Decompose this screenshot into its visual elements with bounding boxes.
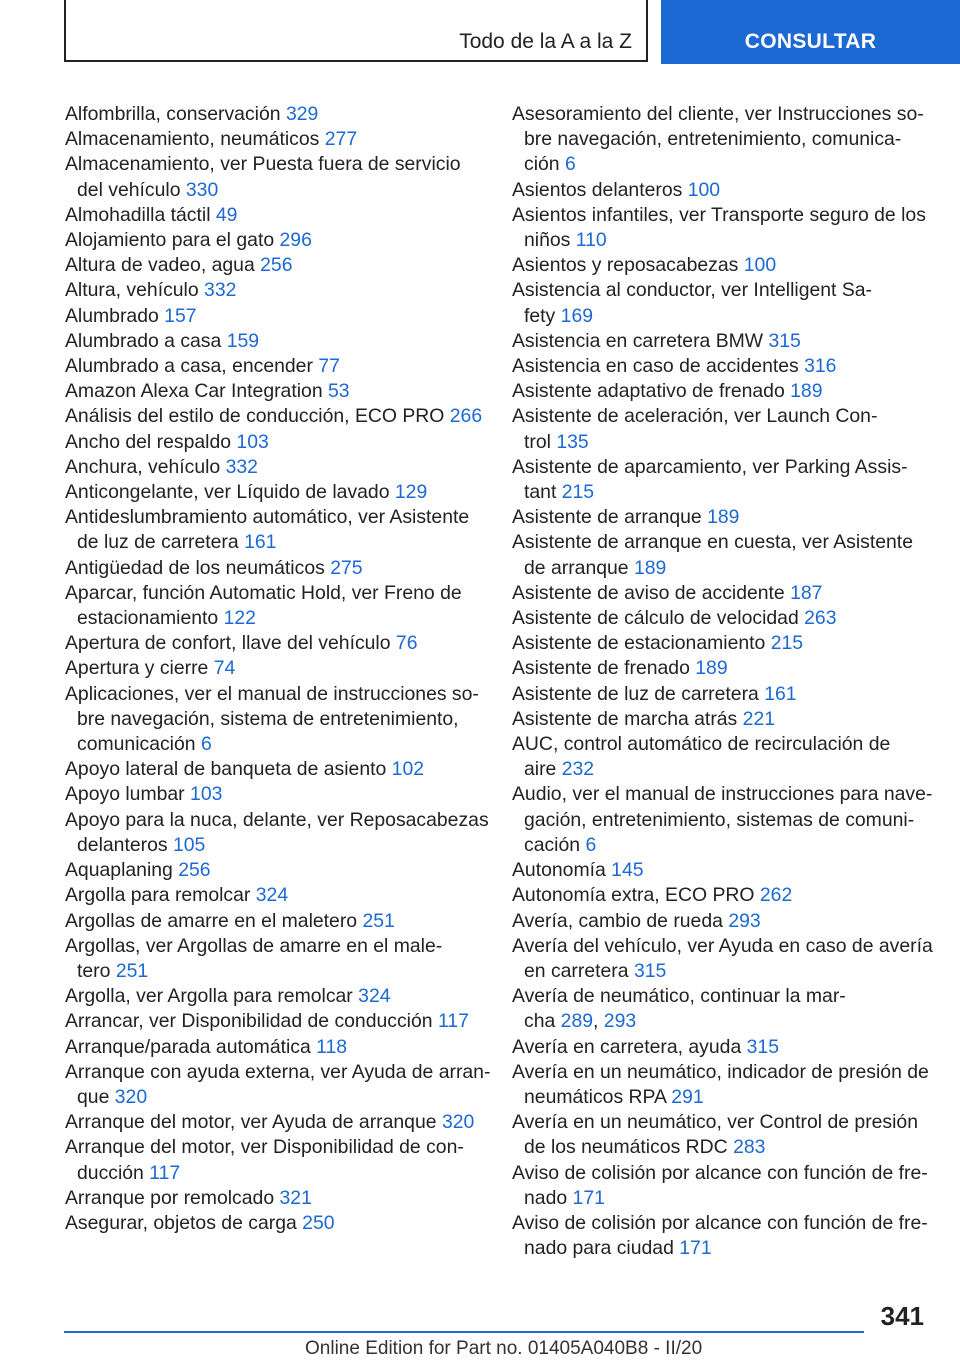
index-entry-text: Asistente de aceleración, ver Launch Con- [512, 405, 878, 428]
page-reference-link[interactable]: 6 [564, 153, 576, 176]
page-reference-link[interactable]: 103 [190, 783, 223, 806]
page-reference-link[interactable]: 330 [185, 178, 219, 201]
page-reference-link[interactable]: 293 [728, 909, 761, 932]
index-entry-text: Asientos infantiles, ver Transporte seguro de los [512, 203, 926, 226]
page-reference-link[interactable]: 283 [733, 1136, 766, 1159]
index-entry-text: Ancho del respaldo [65, 430, 237, 453]
index-entry-text: Apoyo lateral de banqueta de asiento [65, 758, 392, 781]
page-reference-link[interactable]: 263 [804, 607, 837, 630]
index-entry-text: Avería del vehículo, ver Ayuda en caso de avería [512, 934, 933, 957]
index-entry [65, 1211, 485, 1236]
index-entry [512, 858, 932, 883]
index-entry [65, 480, 485, 505]
index-entry [65, 152, 485, 202]
index-entry-text: Avería en un neumático, ver Control de presión [512, 1111, 919, 1134]
page-reference-link[interactable]: 157 [164, 304, 197, 327]
index-entry-text: Asistente de aparcamiento, ver Parking Assis- [512, 455, 908, 478]
index-entry-text: Almacenamiento, neumáticos [65, 128, 325, 151]
index-entry [65, 656, 485, 681]
index-entry-text: Arranque por remolcado [65, 1186, 280, 1209]
page-reference-link[interactable]: 53 [328, 380, 350, 403]
page-reference-link[interactable]: 215 [770, 632, 804, 655]
index-entry-text: Asientos y reposacabezas [512, 254, 744, 277]
section-tab[interactable] [64, 0, 648, 62]
index-entry-text: del vehículo [77, 178, 186, 201]
index-entry [512, 883, 932, 908]
index-entry [512, 278, 932, 328]
page-reference-link[interactable]: 232 [561, 758, 595, 781]
index-entry [512, 102, 932, 178]
index-entry [65, 808, 489, 858]
index-entry [65, 253, 485, 278]
index-entry-text: Asistencia en caso de accidentes [512, 355, 805, 378]
page-reference-link[interactable]: 332 [204, 279, 237, 302]
index-entry-text: Alfombrilla, conservación [65, 103, 286, 125]
page-reference-link[interactable]: 110 [575, 229, 607, 252]
index-entry [512, 934, 932, 984]
index-entry [65, 581, 485, 631]
consultar-tab[interactable] [661, 0, 960, 64]
index-entry-text: bre navegación, entretenimiento, comunica- [524, 128, 902, 151]
index-entry-text: Autonomía [512, 859, 612, 882]
page-reference-link[interactable]: 118 [316, 1035, 348, 1058]
page-number: 341 [880, 1301, 924, 1331]
index-entry [512, 707, 932, 732]
index-entry-text: delanteros [77, 833, 173, 856]
index-entry [512, 379, 932, 404]
page-reference-link[interactable]: 291 [671, 1085, 704, 1108]
index-entry-text: estacionamiento [77, 607, 224, 630]
index-entry [512, 404, 932, 454]
index-entry [65, 909, 485, 934]
index-entry-text: Asistente de luz de carretera [512, 682, 765, 705]
index-entry-text: Asistente de frenado [512, 657, 696, 680]
index-entry-text: Autonomía extra, ECO PRO [512, 884, 760, 907]
index-entry [65, 682, 485, 758]
index-entry [65, 984, 485, 1009]
page-reference-link[interactable]: 189 [695, 657, 728, 680]
index-entry-text: Asegurar, objetos de carga [65, 1211, 303, 1234]
index-entry-text: Asistencia en carretera BMW [512, 329, 769, 352]
index-entry [512, 581, 932, 606]
index-entry-text: Asistente de arranque en cuesta, ver Asistente [512, 531, 913, 554]
index-entry [512, 530, 932, 580]
index-entry [65, 757, 485, 782]
index-entry [512, 631, 932, 656]
footer-edition-text: Online Edition for Part no. 01405A040B8 - II/20 [305, 1338, 703, 1359]
index-entry-text: Alumbrado a casa [65, 329, 227, 352]
index-entry [65, 858, 485, 883]
index-entry [65, 329, 485, 354]
index-entry-text: en carretera [524, 959, 634, 982]
page-reference-link[interactable]: 321 [279, 1186, 312, 1209]
index-entry-text: Apoyo para la nuca, delante, ver Reposacabezas [65, 808, 489, 831]
page-reference-link[interactable]: 320 [114, 1085, 148, 1108]
page-reference-link[interactable]: 145 [611, 859, 644, 882]
index-entry [512, 455, 932, 505]
index-entry-text: Asientos delanteros [512, 178, 688, 201]
index-entry-text: Asistente de arranque [512, 506, 708, 529]
index-entry [512, 354, 932, 379]
index-entry-text: neumáticos RPA [524, 1085, 672, 1108]
page-reference-link[interactable]: 316 [804, 355, 837, 378]
index-entry [512, 329, 932, 354]
page-reference-link[interactable]: 256 [178, 859, 211, 882]
index-entry-text: gación, entretenimiento, sistemas de comuni- [524, 808, 915, 831]
page-reference-link[interactable]: 315 [746, 1035, 779, 1058]
page-reference-link[interactable]: 171 [572, 1186, 605, 1209]
index-entry-text: ción [524, 153, 565, 176]
page-reference-link[interactable]: 49 [215, 203, 238, 226]
index-entry [65, 455, 485, 480]
page-reference-link[interactable]: 324 [255, 884, 289, 907]
index-entry [65, 404, 485, 429]
index-entry-text: que [77, 1085, 115, 1108]
page-reference-link[interactable]: 122 [223, 607, 256, 630]
index-entry-text: Aparcar, función Automatic Hold, ver Freno de [65, 581, 462, 604]
page-header [64, 0, 960, 64]
index-entry-text: nado [524, 1186, 573, 1209]
index-entry-text: Arranque del motor, ver Disponibilidad de con- [65, 1136, 464, 1159]
index-entry-text: Anticongelante, ver Líquido de lavado [65, 481, 395, 504]
index-entry-text: tero [77, 959, 116, 982]
index-entry-text: Aviso de colisión por alcance con función de fre- [512, 1161, 928, 1184]
index-entry-text: de arranque [524, 556, 634, 579]
index-entry [512, 1211, 932, 1261]
page-reference-link[interactable]: 6 [585, 833, 597, 856]
page-reference-link[interactable]: 320 [441, 1111, 475, 1134]
index-entry-text: Alojamiento para el gato [65, 229, 280, 252]
index-entry [65, 1135, 485, 1185]
index-entry-text: Antigüedad de los neumáticos [65, 556, 331, 579]
index-entry-text: Anchura, vehículo [65, 455, 226, 478]
index-entry-text: Apertura y cierre [65, 657, 214, 680]
page-reference-link[interactable]: 329 [285, 103, 319, 125]
page-reference-link[interactable]: 161 [244, 531, 277, 554]
page-reference-link[interactable]: 189 [790, 380, 823, 403]
index-entry-text: Arranque/parada automática [65, 1035, 317, 1058]
page-reference-link[interactable]: 266 [449, 405, 483, 428]
page-reference-link[interactable]: 289 [560, 1010, 594, 1033]
page-reference-link[interactable]: 6 [200, 733, 212, 756]
index-entry [512, 682, 932, 707]
page-reference-link[interactable]: 102 [391, 758, 425, 781]
index-entry [512, 1035, 932, 1060]
index-entry [512, 732, 932, 782]
index-entry-text: Avería, cambio de rueda [512, 909, 729, 932]
index-entry [512, 505, 932, 530]
index-entry [65, 430, 485, 455]
page-reference-link[interactable]: 262 [759, 884, 793, 907]
page-reference-link[interactable]: 169 [560, 304, 594, 327]
page-reference-link[interactable]: 135 [556, 430, 589, 453]
index-entry-text: Asistente de cálculo de velocidad [512, 607, 805, 630]
page-reference-link[interactable]: 77 [318, 355, 340, 378]
index-entry-text: cación [524, 833, 586, 856]
section-tab-label: Todo de la A a la Z [459, 30, 632, 53]
page-reference-link[interactable]: 296 [279, 229, 312, 252]
index-entry-text: Asistencia al conductor, ver Intelligent Sa- [512, 279, 872, 302]
page-reference-link[interactable]: 275 [330, 556, 363, 579]
index-entry [65, 556, 485, 581]
index-entry-text: Almacenamiento, ver Puesta fuera de servicio [65, 153, 461, 176]
index-entry-text: Argollas de amarre en el maletero [65, 909, 363, 932]
page-reference-link[interactable]: 189 [707, 506, 740, 529]
index-entry [65, 304, 485, 329]
page-reference-link[interactable]: 161 [764, 682, 797, 705]
index-entry [512, 253, 932, 278]
page-reference-link[interactable]: 187 [790, 581, 823, 604]
page-reference-link[interactable]: 74 [213, 657, 236, 680]
index-entry [65, 782, 485, 807]
page-reference-link[interactable]: 277 [324, 128, 358, 151]
index-entry-text: Argolla, ver Argolla para remolcar [65, 985, 359, 1008]
page-reference-link[interactable]: 100 [743, 254, 777, 277]
index-entry-text: Amazon Alexa Car Integration [65, 380, 328, 403]
index-entry [65, 203, 485, 228]
index-entry [65, 228, 485, 253]
index-entry [65, 934, 485, 984]
page-reference-link[interactable]: 105 [172, 833, 206, 856]
index-entry-text: Aquaplaning [65, 859, 179, 882]
index-entry-text: Asistente de aviso de accidente [512, 581, 791, 604]
index-entry-text: Aviso de colisión por alcance con función de fre- [512, 1211, 928, 1234]
index-entry-text: aire [524, 758, 562, 781]
index-entry-text: Apertura de confort, llave del vehículo [65, 632, 396, 655]
consultar-tab-label: CONSULTAR [744, 30, 877, 53]
page-reference-link[interactable]: 315 [633, 959, 667, 982]
index-entry-text: tant [524, 481, 562, 504]
index-entry [65, 883, 485, 908]
index-entry-text: Arranque con ayuda externa, ver Ayuda de arran- [65, 1060, 491, 1083]
index-entry-text: bre navegación, sistema de entretenimiento, [77, 707, 459, 730]
index-entry [512, 782, 932, 858]
index-entry-text: Altura, vehículo [65, 279, 205, 302]
page-reference-link[interactable]: 100 [687, 178, 721, 201]
index-entry-text: Avería de neumático, continuar la mar- [512, 985, 846, 1008]
page-reference-link[interactable]: 159 [226, 329, 260, 352]
index-entry-text: Argollas, ver Argollas de amarre en el male- [65, 934, 443, 957]
index-entry-text: fety [524, 304, 561, 327]
page-reference-link[interactable]: 221 [742, 707, 776, 730]
page-reference-link[interactable]: 251 [362, 909, 395, 932]
page-reference-link[interactable]: 129 [394, 481, 428, 504]
index-entry [65, 127, 485, 152]
index-entry [512, 1060, 932, 1110]
page-reference-link[interactable]: 250 [302, 1211, 335, 1234]
page-reference-link[interactable]: 117 [437, 1010, 469, 1033]
index-entry-text: Argolla para remolcar [65, 884, 256, 907]
page-reference-link[interactable]: 189 [633, 556, 667, 579]
index-entry [65, 1035, 485, 1060]
page-reference-link[interactable]: 332 [225, 455, 258, 478]
index-entry [65, 1060, 491, 1110]
index-entry [65, 379, 485, 404]
index-entry-text: Apoyo lumbar [65, 783, 191, 806]
page-reference-link[interactable]: 171 [679, 1237, 712, 1260]
index-entry-text: AUC, control automático de recirculación de [512, 733, 891, 756]
index-entry-text: Altura de vadeo, agua [65, 254, 261, 277]
index-entry [512, 984, 932, 1034]
index-entry [65, 1186, 485, 1211]
index-entry [65, 631, 485, 656]
page-reference-link[interactable]: 251 [115, 959, 149, 982]
page-reference-link[interactable]: 324 [358, 985, 391, 1008]
index-entry-text: Avería en un neumático, indicador de presión de [512, 1060, 929, 1083]
index-entry [512, 606, 932, 631]
index-entry-text: Arrancar, ver Disponibilidad de conducción [65, 1010, 438, 1033]
index-entry-text: Arranque del motor, ver Ayuda de arranque [65, 1111, 442, 1134]
page-separator: , [593, 1010, 604, 1033]
index-entry-text: Análisis del estilo de conducción, ECO PRO [65, 405, 450, 428]
index-entry-text: Alumbrado a casa, encender [65, 355, 319, 378]
index-entry-text: Aplicaciones, ver el manual de instrucciones so- [65, 682, 479, 705]
index-entry [512, 1161, 932, 1211]
page-reference-link[interactable]: 315 [768, 329, 801, 352]
index-entry-text: trol [524, 430, 557, 453]
index-entry [512, 909, 932, 934]
index-entry-text: niños [524, 229, 576, 252]
page-reference-link[interactable]: 117 [149, 1161, 181, 1184]
index-column-left [65, 102, 491, 1236]
index-entry-text: Asesoramiento del cliente, ver Instrucciones so- [512, 103, 924, 125]
index-entry [65, 354, 485, 379]
index-entry-text: Antideslumbramiento automático, ver Asistente [65, 506, 470, 529]
index-entry-text: Asistente de estacionamiento [512, 632, 771, 655]
index-entry-text: Asistente adaptativo de frenado [512, 380, 791, 403]
index-entry [65, 278, 485, 303]
page-reference-link[interactable]: 76 [395, 632, 418, 655]
index-entry [65, 102, 485, 127]
index-entry-text: Audio, ver el manual de instrucciones para nave- [512, 783, 933, 806]
page-reference-link[interactable]: 103 [236, 430, 269, 453]
index-entry-text: cha [524, 1010, 561, 1033]
index-entry-text: de los neumáticos RDC [524, 1136, 734, 1159]
index-entry [512, 203, 932, 253]
index-entry [65, 1009, 485, 1034]
index-entry-text: Avería en carretera, ayuda [512, 1035, 747, 1058]
index-entry-text: nado para ciudad [524, 1237, 680, 1260]
index-entry [512, 178, 932, 203]
page-reference-link[interactable]: 256 [260, 254, 293, 277]
index-entry [65, 1110, 485, 1135]
index-entry-text: ducción [77, 1161, 150, 1184]
page-reference-link[interactable]: 293 [603, 1010, 637, 1033]
index-entry-text: Almohadilla táctil [65, 203, 216, 226]
index-entry [512, 1110, 932, 1160]
index-entry [65, 505, 485, 555]
index-entry-text: Alumbrado [65, 304, 165, 327]
index-column-right [512, 102, 932, 1261]
index-entry [512, 656, 932, 681]
index-entry-text: de luz de carretera [77, 531, 245, 554]
index-entry-text: comunicación [77, 733, 201, 756]
page-reference-link[interactable]: 215 [561, 481, 595, 504]
index-entry-text: Asistente de marcha atrás [512, 707, 743, 730]
footer-divider [64, 1331, 864, 1333]
